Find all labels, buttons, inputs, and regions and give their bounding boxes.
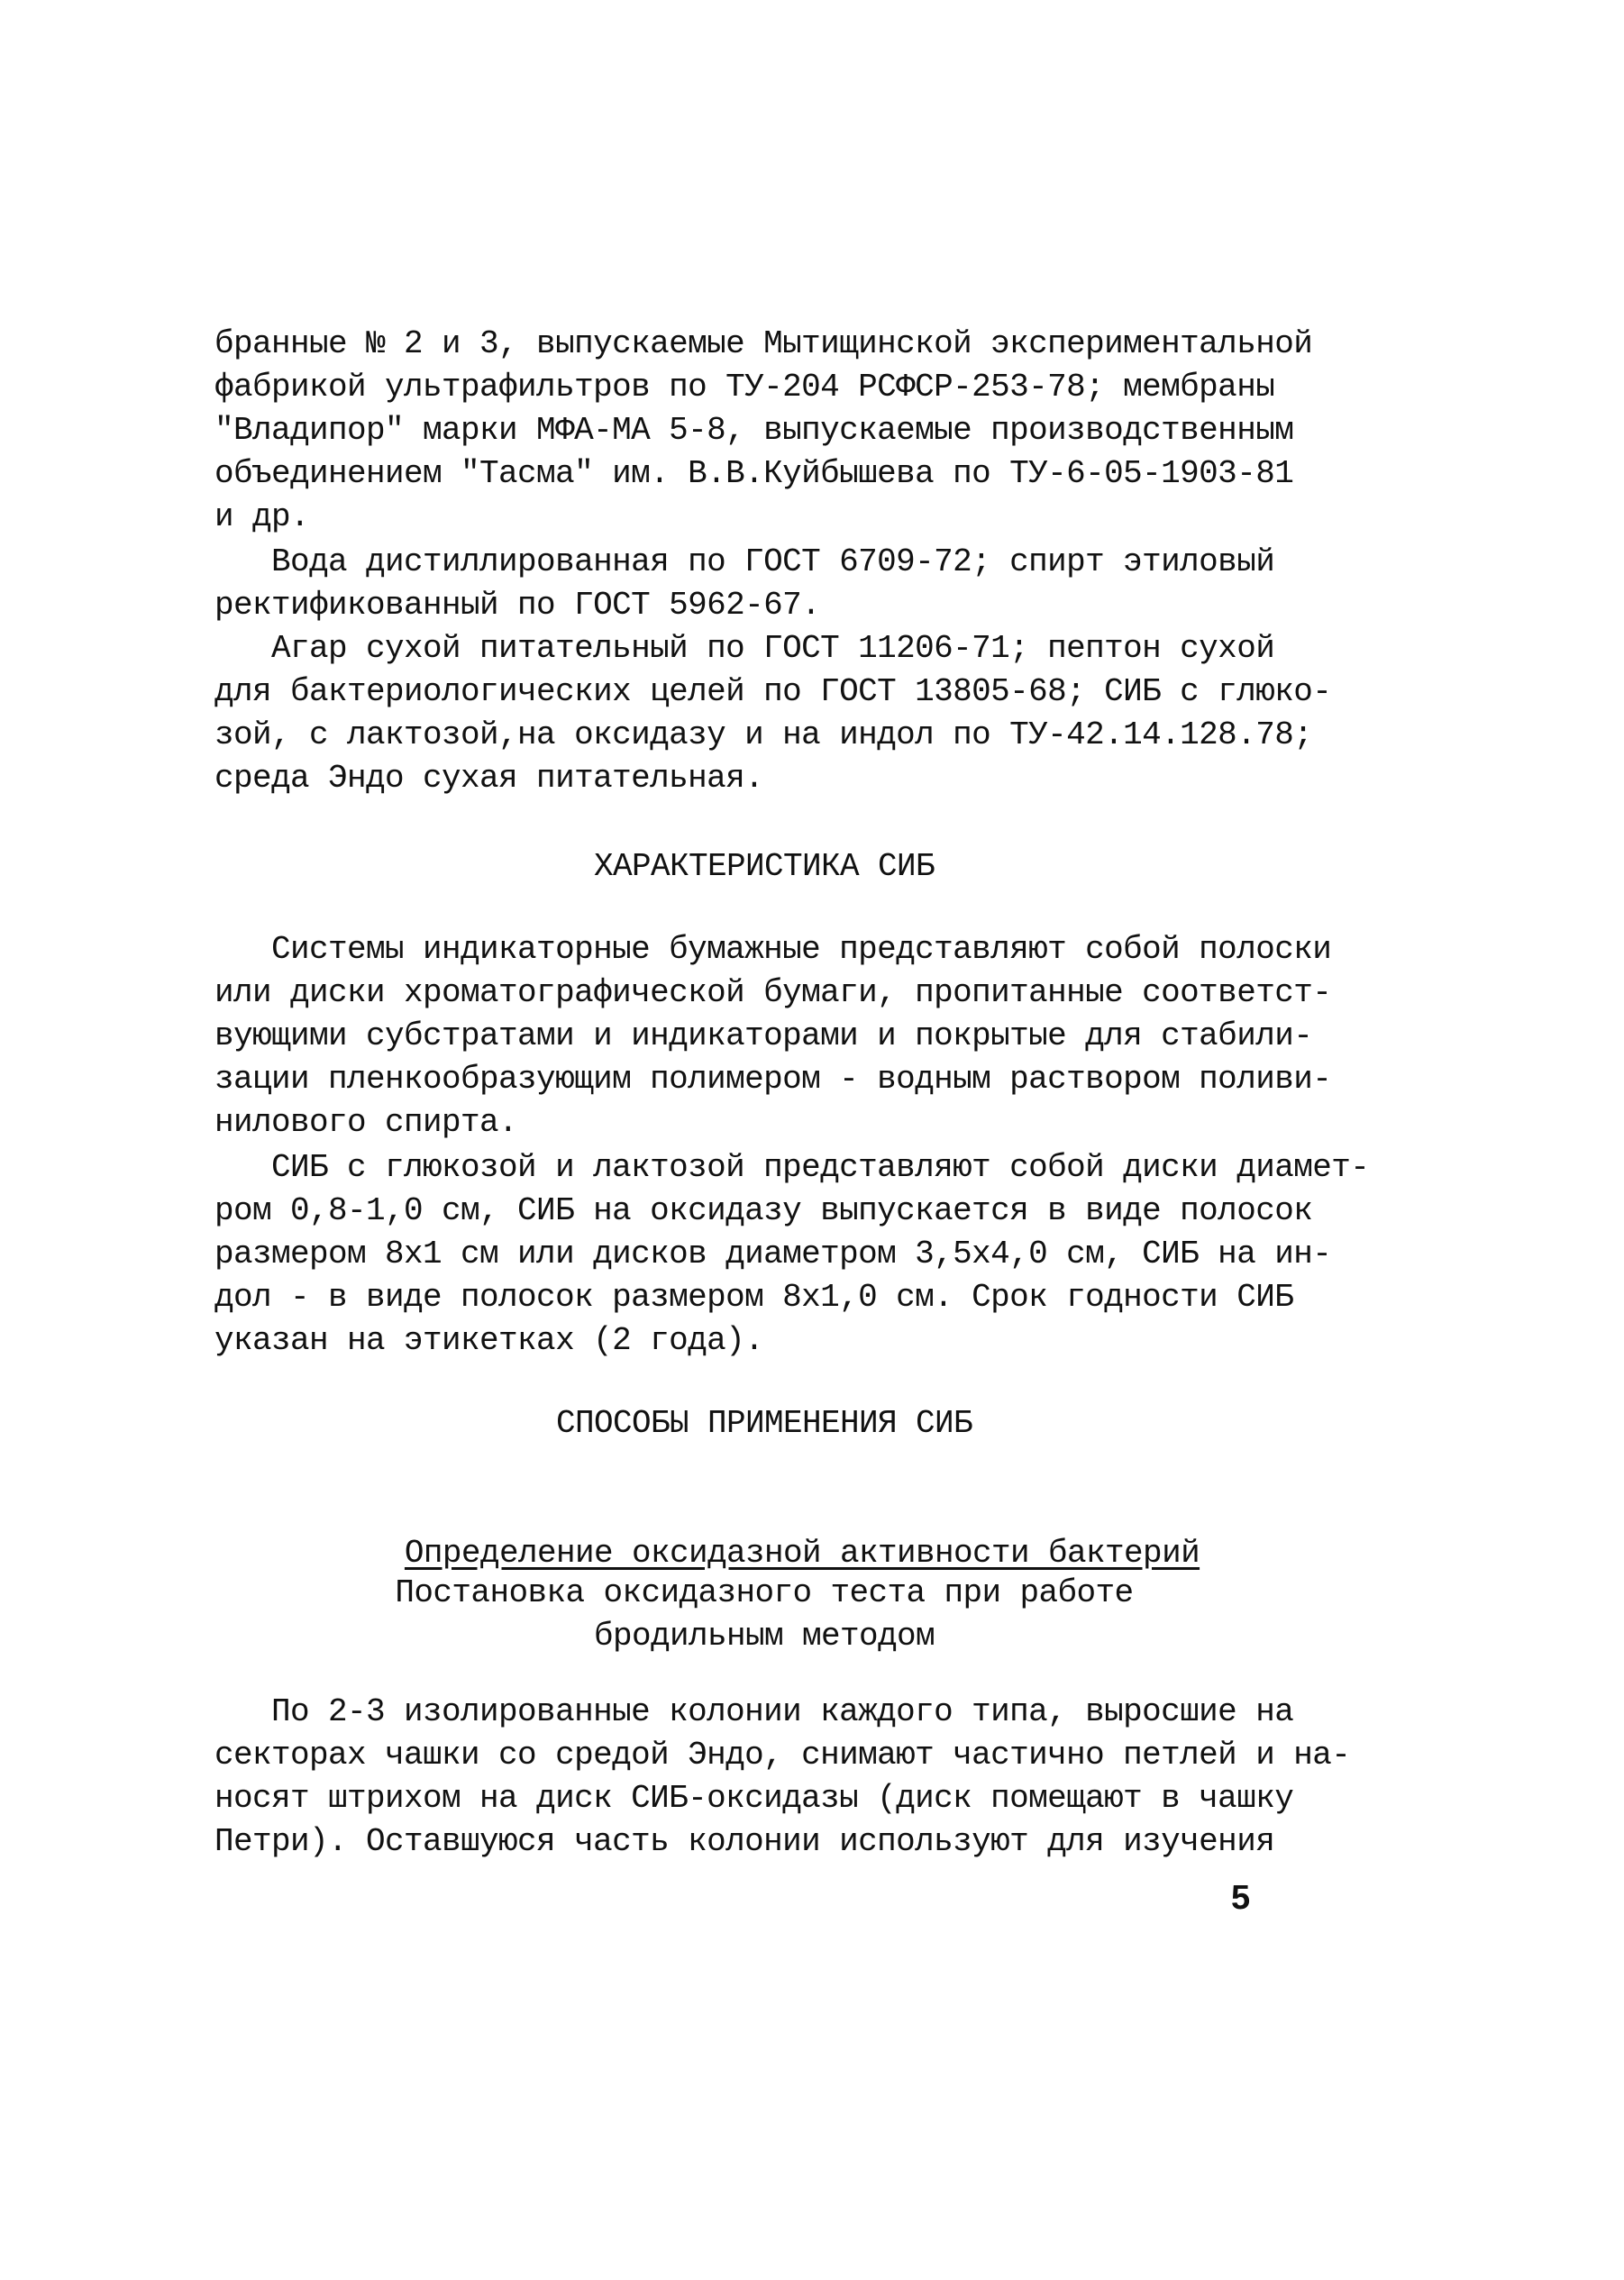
text-line: нилового спирта.	[214, 1104, 518, 1141]
text-line: Вода дистиллированная по ГОСТ 6709-72; спирт этиловый	[214, 543, 1275, 580]
text-line: носят штрихом на диск СИБ-оксидазы (диск помещают в чашку	[214, 1780, 1294, 1817]
text-line: размером 8х1 см или дисков диаметром 3,5х4,0 см, СИБ на ин-	[214, 1236, 1332, 1272]
text-line: зации пленкообразующим полимером - водным раствором поливи-	[214, 1061, 1332, 1098]
paragraph-membranes	[214, 323, 1314, 539]
text-line: секторах чашки со средой Эндо, снимают частично петлей и на-	[214, 1737, 1351, 1774]
heading-characteristics: ХАРАКТЕРИСТИКА СИБ	[593, 848, 935, 885]
text-line: указан на этикетках (2 года).	[214, 1322, 764, 1359]
text-line: "Владипор" марки МФА-МА 5-8, выпускаемые производственным	[214, 412, 1294, 449]
text-line: бранные № 2 и 3, выпускаемые Мытищинской экспериментальной	[214, 325, 1313, 362]
text-line: для бактериологических целей по ГОСТ 13805-68; СИБ с глюко-	[214, 673, 1332, 710]
text-line: объединением "Тасма" им. В.В.Куйбышева по ТУ-6-05-1903-81	[214, 455, 1294, 492]
text-line: фабрикой ультрафильтров по ТУ-204 РСФСР-253-78; мембраны	[214, 369, 1275, 406]
heading-oxidase-test-line2: бродильным методом	[593, 1618, 935, 1655]
heading-methods: СПОСОБЫ ПРИМЕНЕНИЯ СИБ	[555, 1405, 973, 1442]
text-line: дол - в виде полосок размером 8х1,0 см. Срок годности СИБ	[214, 1279, 1294, 1316]
text-line: и др.	[214, 498, 310, 535]
text-line: СИБ с глюкозой и лактозой представляют собой диски диамет-	[214, 1149, 1370, 1186]
text-line: ром 0,8-1,0 см, СИБ на оксидазу выпускается в виде полосок	[214, 1192, 1313, 1229]
page-number: 5	[1231, 1879, 1251, 1917]
paragraph-systems	[214, 928, 1332, 1145]
paragraph-agar	[214, 627, 1332, 800]
paragraph-colonies	[214, 1691, 1351, 1864]
text-line: ректификованный по ГОСТ 5962-67.	[214, 587, 821, 624]
heading-oxidase-section-text: Определение оксидазной активности бактерий	[404, 1535, 1200, 1572]
text-line: зой, с лактозой,на оксидазу и на индол по ТУ-42.14.128.78;	[214, 716, 1313, 753]
text-line: Агар сухой питательный по ГОСТ 11206-71; пептон сухой	[214, 630, 1275, 667]
text-line: или диски хроматографической бумаги, пропитанные соответст-	[214, 974, 1332, 1011]
paragraph-water	[214, 541, 1314, 627]
text-line: Системы индикаторные бумажные представляют собой полоски	[214, 931, 1332, 968]
heading-oxidase-test-line1: Постановка оксидазного теста при работе	[395, 1574, 1134, 1611]
paragraph-discs	[214, 1146, 1370, 1363]
text-line: вующими субстратами и индикаторами и покрытые для стабили-	[214, 1017, 1313, 1054]
text-line: Петри). Оставшуюся часть колонии используют для изучения	[214, 1823, 1275, 1860]
text-line: среда Эндо сухая питательная.	[214, 760, 764, 797]
text-line: По 2-3 изолированные колонии каждого типа, выросшие на	[214, 1693, 1294, 1730]
